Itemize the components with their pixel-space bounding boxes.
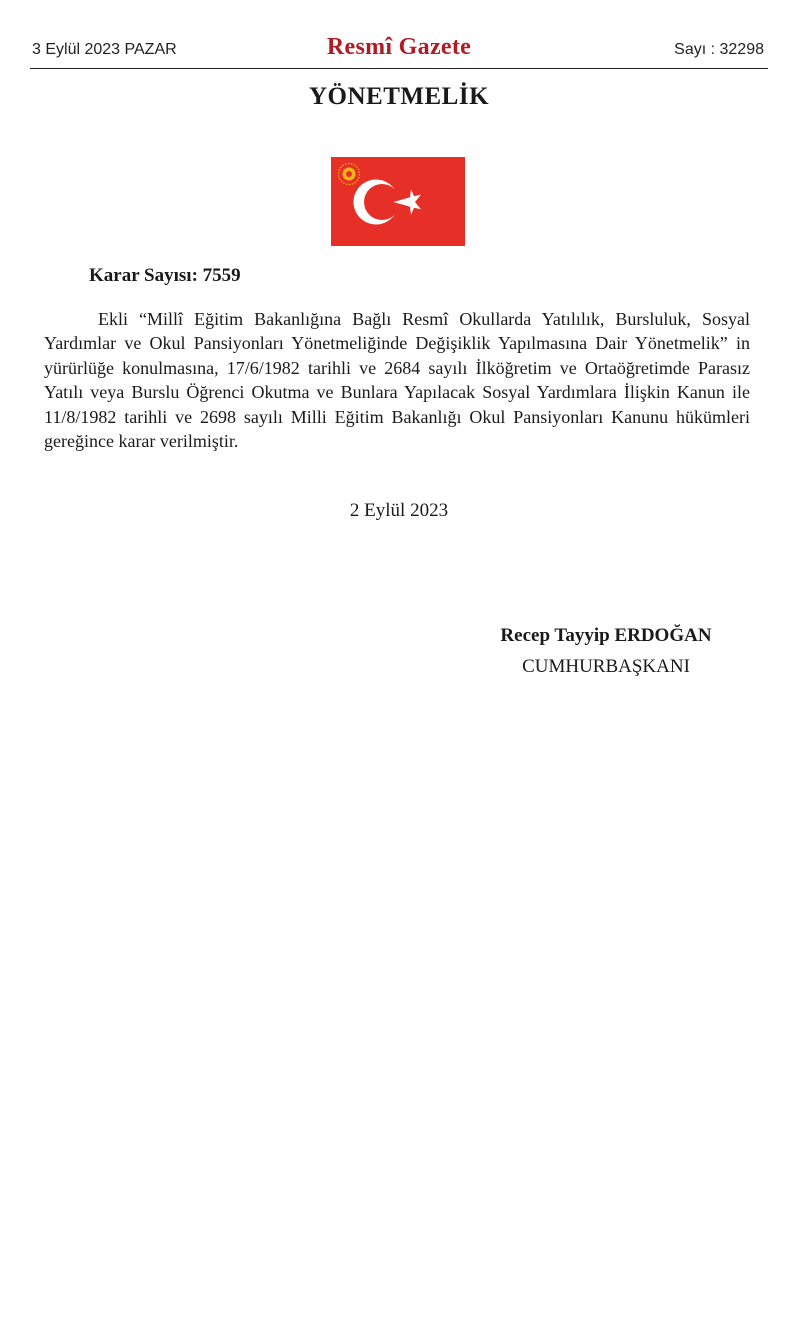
issue-number: Sayı : 32298 (674, 41, 764, 58)
section-title: YÖNETMELİK (308, 83, 490, 110)
signer-title: CUMHURBAŞKANI (522, 656, 690, 677)
publication-date: 3 Eylül 2023 PAZAR (32, 41, 177, 58)
signer-name: Recep Tayyip ERDOĞAN (500, 625, 712, 646)
turkish-flag-icon (331, 157, 465, 246)
decision-body-text: Ekli “Millî Eğitim Bakanlığına Bağlı Resmî Okullarda Yatılılık, Bursluluk, Sosyal Yardımlar ve Okul Pansiyonları Yönetmeliğinde Değişiklik Yapılmasına Dair Yönetmelik” in yürürlüğe konulmasına, 17/6/1982 tarihli ve 2684 sayılı İlköğretim ve Ortaöğretimde Parasız Yatılı veya Burslu Öğrenci Okutma ve Bunlara Yapılacak Sosyal Yardımlara İlişkin Kanun ile 11/8/1982 tarihli ve 2698 sayılı Milli Eğitim Bakanlığı Okul Pansiyonları Kanunu hükümleri gereğince karar verilmiştir. (44, 309, 750, 452)
signature-date: 2 Eylül 2023 (349, 500, 449, 521)
gazette-title: Resmî Gazete (326, 34, 472, 60)
decision-number: Karar Sayısı: 7559 (89, 265, 241, 286)
gazette-header (30, 34, 768, 69)
